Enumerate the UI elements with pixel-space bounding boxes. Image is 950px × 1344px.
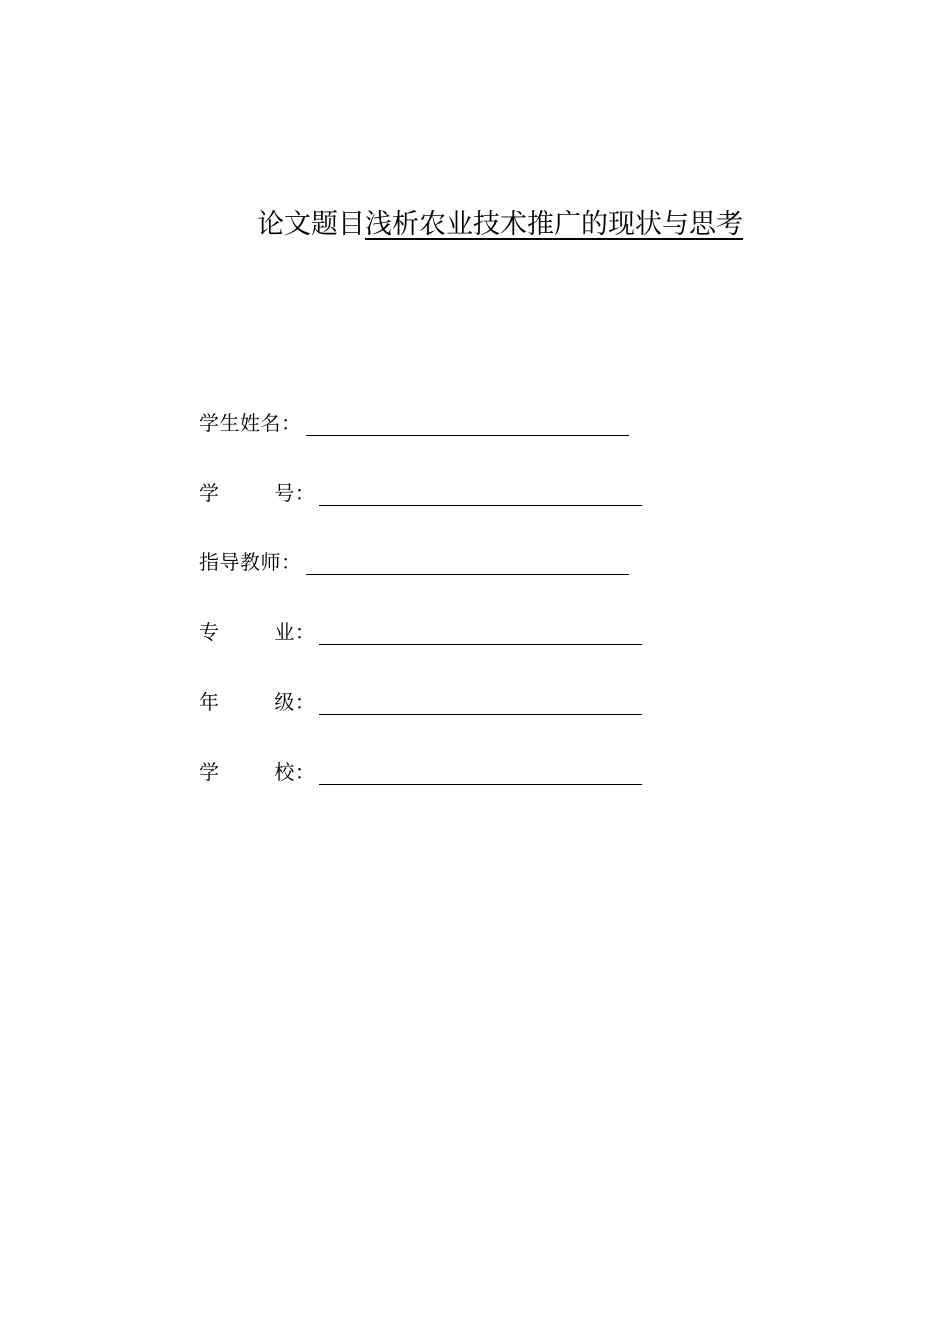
field-line-student-id[interactable] [319,485,642,506]
field-school [199,755,642,787]
field-student-id [199,476,642,508]
field-line-major[interactable] [319,624,642,645]
field-label-school: 学 校： [199,760,316,784]
thesis-title-value: 浅析农业技术推广的现状与思考 [365,209,743,240]
field-advisor [199,545,629,577]
field-line-grade[interactable] [319,694,642,715]
field-line-student-name[interactable] [306,415,629,436]
field-major [199,615,642,647]
thesis-title-prefix: 论文题目 [257,209,365,240]
field-student-name [199,406,629,438]
field-line-school[interactable] [319,764,642,785]
field-label-student-name: 学生姓名： [199,411,302,435]
field-label-student-id: 学 号： [199,481,316,505]
thesis-title [0,204,950,246]
field-label-major: 专 业： [199,620,316,644]
field-line-advisor[interactable] [306,554,629,575]
field-grade [199,685,642,717]
field-label-grade: 年 级： [199,690,316,714]
field-label-advisor: 指导教师： [199,550,302,574]
